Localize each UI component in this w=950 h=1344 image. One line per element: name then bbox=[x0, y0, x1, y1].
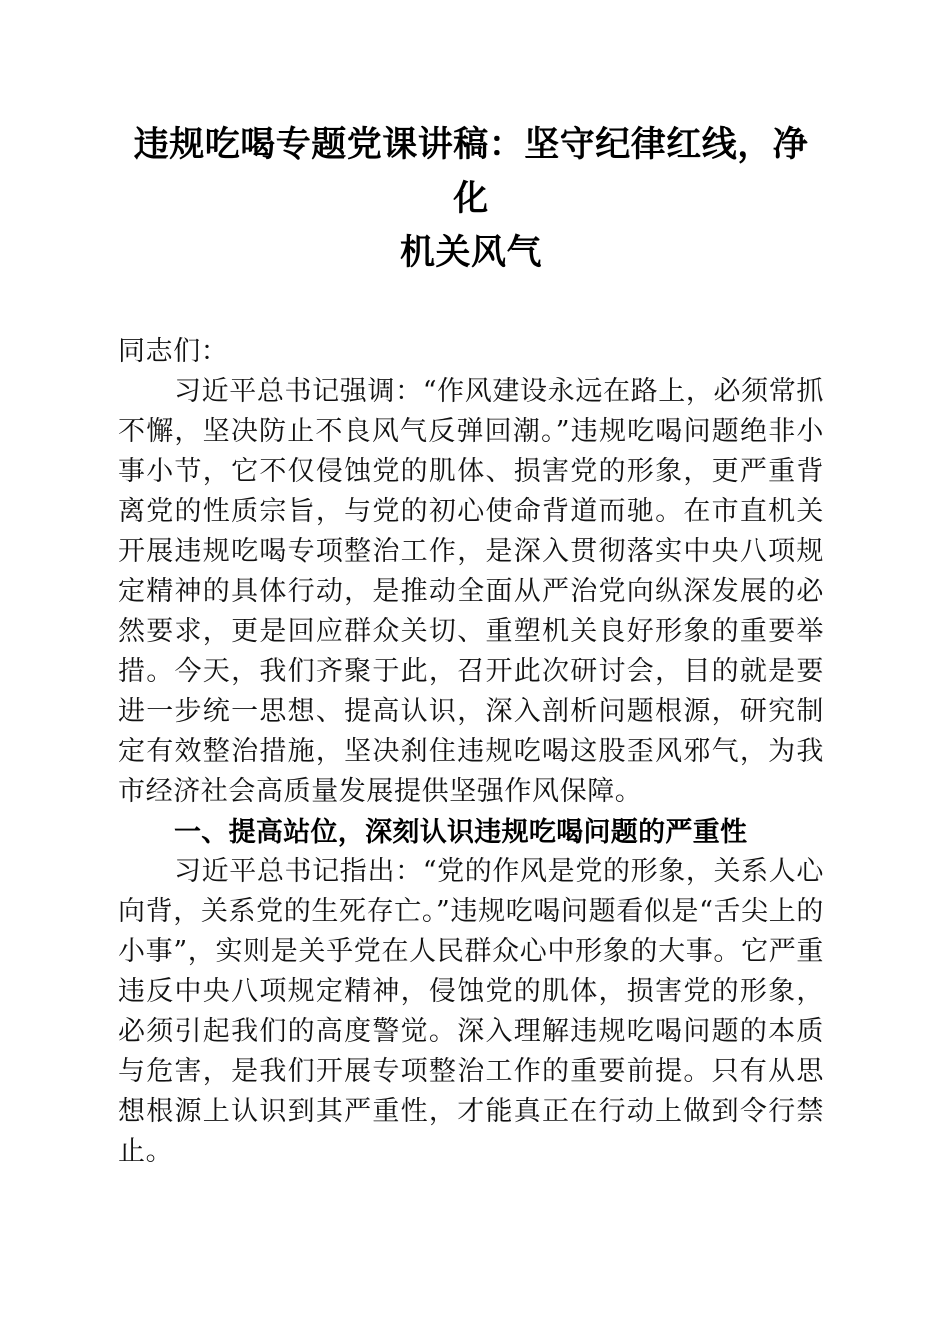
page-title bbox=[118, 118, 824, 280]
section-paragraph-1: 习近平总书记指出：“党的作风是党的形象，关系人心向背，关系党的生死存亡。”违规吃喝问题看似是“舌尖上的小事”，实则是关乎党在人民群众心中形象的大事。它严重违反中央八项规定精神，侵蚀党的肌体，损害党的形象，必须引起我们的高度警觉。深入理解违规吃喝问题的本质与危害，是我们开展专项整治工作的重要前提。只有从思想根源上认识到其严重性，才能真正在行动上做到令行禁止。 bbox=[118, 856, 824, 1167]
page-title-line-2: 机关风气 bbox=[399, 233, 542, 272]
salutation: 同志们： bbox=[118, 336, 229, 367]
title-spacer bbox=[118, 280, 824, 332]
intro-paragraph: 习近平总书记强调：“作风建设永远在路上，必须常抓不懈，坚决防止不良风气反弹回潮。”违规吃喝问题绝非小事小节，它不仅侵蚀党的肌体、损害党的形象，更严重背离党的性质宗旨，与党的初心使命背道而驰。在市直机关开展违规吃喝专项整治工作，是深入贯彻落实中央八项规定精神的具体行动，是推动全面从严治党向纵深发展的必然要求，更是回应群众关切、重塑机关良好形象的重要举措。今天，我们齐聚于此，召开此次研讨会，目的就是要进一步统一思想、提高认识，深入剖析问题根源，研究制定有效整治措施，坚决刹住违规吃喝这股歪风邪气，为我市经济社会高质量发展提供坚强作风保障。 bbox=[118, 376, 824, 807]
section-heading-1: 一、提高站位，深刻认识违规吃喝问题的严重性 bbox=[174, 817, 748, 847]
document-content bbox=[118, 118, 824, 1172]
page-title-line-1: 违规吃喝专题党课讲稿：坚守纪律红线，净化 bbox=[133, 125, 809, 218]
